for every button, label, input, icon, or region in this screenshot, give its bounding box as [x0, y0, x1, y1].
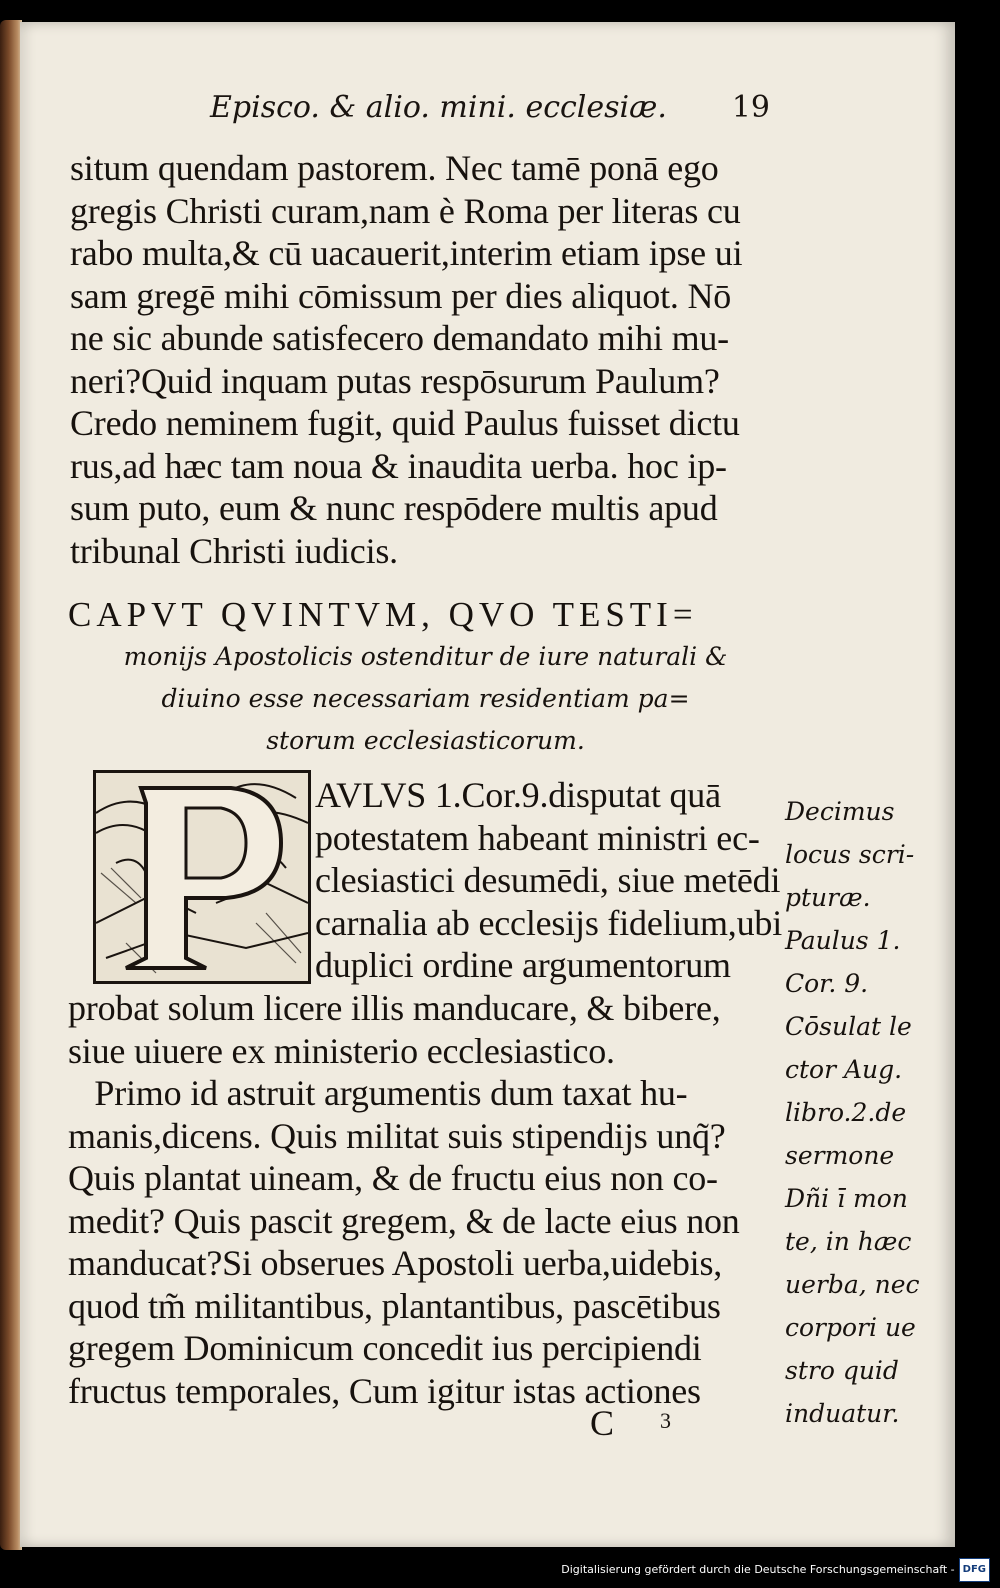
text-line: Credo neminem fugit, quid Paulus fuisset dictu: [70, 403, 740, 443]
signature-number: 3: [660, 1408, 671, 1433]
text-line: tribunal Christi iudicis.: [70, 530, 398, 571]
margin-note: te, in hæc: [785, 1227, 912, 1256]
chapter-heading: [68, 594, 783, 762]
text-line: manis,dicens. Quis militat suis stipendijs unq̃?: [68, 1115, 726, 1156]
margin-note: Cōsulat le: [785, 1012, 912, 1041]
chapter-subtitle-line: monijs Apostolicis ostenditur de iure naturali &: [123, 642, 728, 671]
digitization-credit: [561, 1560, 990, 1580]
decorated-initial: [93, 770, 311, 984]
margin-note: locus scri-: [785, 840, 915, 869]
text-line: fructus temporales, Cum igitur istas actiones: [68, 1370, 701, 1411]
margin-notes: [785, 790, 965, 1435]
text-line: siue uiuere ex ministerio ecclesiastico.: [68, 1030, 615, 1071]
text-line: clesiastici desumēdi, siue metēdi: [315, 860, 781, 900]
margin-note: libro.2.de: [785, 1098, 907, 1127]
chapter-subtitle-line: diuino esse necessariam residentiam pa=: [161, 684, 690, 713]
book-page: [20, 22, 955, 1547]
text-line: ne sic abunde satisfecero demandato mihi mu-: [70, 318, 729, 358]
margin-note: Decimus: [785, 797, 895, 826]
credit-text: Digitalisierung gefördert durch die Deutsche Forschungsgemeinschaft -: [561, 1563, 955, 1576]
text-line: sam gregē mihi cōmissum per dies aliquot. Nō: [70, 275, 732, 316]
book-spine-edge: [0, 20, 22, 1550]
opening-paragraph: [70, 147, 785, 572]
text-line: potestatem habeant ministri ec-: [315, 817, 760, 858]
signature-letter: C: [590, 1403, 615, 1443]
text-line: medit? Quis pascit gregem, & de lacte eius non: [68, 1200, 740, 1241]
text-line: rus,ad hæc tam noua & inaudita uerba. hoc ip-: [70, 445, 727, 486]
text-line: carnalia ab ecclesijs fidelium,ubi: [315, 902, 783, 943]
margin-note: induatur.: [785, 1399, 900, 1428]
text-line: neri?Quid inquam putas respōsurum Paulum?: [70, 360, 720, 401]
text-line: gregem Dominicum concedit ius percipiendi: [68, 1328, 702, 1368]
text-line: quod tm̃ militantibus, plantantibus, pascētibus: [68, 1285, 721, 1326]
text-line: gregis Christi curam,nam è Roma per literas cu: [70, 190, 741, 231]
margin-note: stro quid: [785, 1356, 899, 1385]
indented-lines: [315, 774, 785, 987]
margin-note: Dñi ī mon: [785, 1184, 908, 1213]
text-line: duplici ordine argumentorum: [315, 945, 731, 985]
running-title: Episco. & alio. mini. ecclesiæ.: [210, 90, 667, 125]
margin-note: ctor Aug.: [785, 1055, 903, 1084]
dfg-logo: DFG: [959, 1558, 990, 1582]
chapter-title: CAPVT QVINTVM, QVO TESTI=: [68, 595, 698, 634]
margin-note: Paulus 1.: [785, 926, 901, 955]
margin-note: Cor. 9.: [785, 969, 869, 998]
text-line: Quis plantat uineam, & de fructu eius non co-: [68, 1158, 718, 1198]
text-line: AVLVS 1.Cor.9.disputat quā: [315, 775, 721, 815]
text-line: manducat?Si obserues Apostoli uerba,uidebis,: [68, 1243, 723, 1283]
text-line: sum puto, eum & nunc respōdere multis apud: [70, 488, 718, 528]
running-header: [210, 86, 770, 136]
chapter-subtitle-line: storum ecclesiasticorum.: [266, 726, 585, 755]
text-line: Primo id astruit argumentis dum taxat hu-: [68, 1073, 688, 1113]
margin-note: pturæ.: [785, 883, 871, 912]
text-line: probat solum licere illis manducare, & bibere,: [68, 988, 721, 1028]
text-line: rabo multa,& cū uacauerit,interim etiam ipse ui: [70, 233, 743, 273]
text-line: situm quendam pastorem. Nec tamē ponā ego: [70, 148, 719, 188]
margin-note: sermone: [785, 1141, 895, 1170]
signature-mark: [590, 1402, 690, 1452]
margin-note: corpori ue: [785, 1313, 916, 1342]
main-paragraph: [68, 987, 788, 1412]
margin-note: uerba, nec: [785, 1270, 920, 1299]
page-number: 19: [731, 90, 770, 125]
initial-letter-shape: [96, 773, 308, 981]
